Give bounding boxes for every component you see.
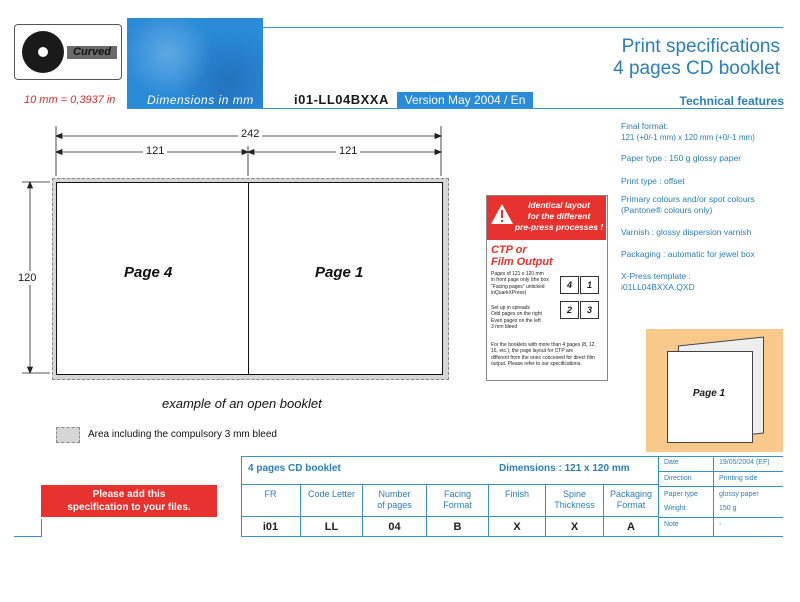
bleed-legend-swatch bbox=[56, 427, 80, 443]
reference-code: i01-LL04BXXA bbox=[294, 92, 389, 107]
product-name: 4 pages CD booklet bbox=[248, 463, 341, 474]
prepress-header-text bbox=[514, 200, 604, 233]
header-code-letter: Code Letter bbox=[307, 489, 356, 499]
table-rule bbox=[658, 456, 659, 537]
table-rule bbox=[241, 536, 783, 537]
text-line: 16, etc.), the page layout for CTP are bbox=[491, 348, 574, 355]
dimensions-note: Dimensions in mm bbox=[147, 93, 254, 107]
notice-line: specification to your files. bbox=[67, 502, 191, 513]
add-specification-notice bbox=[41, 485, 217, 517]
layout-cell-4: 4 bbox=[560, 276, 579, 294]
warning-icon bbox=[490, 202, 514, 226]
version-badge: Version May 2004 / En bbox=[397, 92, 533, 108]
header-line: of pages bbox=[377, 500, 412, 510]
header-number-of-pages bbox=[363, 489, 426, 511]
meta-paper-value: glossy paper bbox=[719, 491, 759, 498]
layout-cell-1: 1 bbox=[580, 276, 599, 294]
layout-cell-2: 2 bbox=[560, 301, 579, 319]
technical-features-title: Technical features bbox=[679, 94, 784, 108]
meta-note-label: Note bbox=[664, 521, 679, 528]
value-facing-format: B bbox=[453, 521, 462, 533]
meta-note-value: - bbox=[719, 521, 722, 528]
colours bbox=[621, 194, 755, 216]
meta-weight-label: Weight bbox=[664, 505, 686, 512]
meta-direction-value: Printing side bbox=[719, 475, 758, 482]
thumbnail-label: Page 1 bbox=[692, 388, 726, 399]
corner-mark bbox=[14, 536, 42, 537]
left-width-label: 121 bbox=[143, 145, 167, 157]
colours-line: (Pantone® colours only) bbox=[621, 205, 713, 215]
open-booklet bbox=[56, 182, 443, 375]
ctp-title bbox=[491, 244, 553, 268]
text-line: output. Please refer to our specifications. bbox=[491, 361, 582, 368]
final-format bbox=[621, 121, 755, 143]
text-line: Set up in spreads bbox=[491, 305, 530, 311]
prepress-header-line: Identical layout bbox=[528, 200, 590, 210]
layout-cell-3: 3 bbox=[580, 301, 599, 319]
value-number-of-pages: 04 bbox=[388, 521, 401, 533]
diagram-caption: example of an open booklet bbox=[162, 396, 322, 411]
text-line: in front page only (the box bbox=[491, 277, 549, 284]
page-subtitle: 4 pages CD booklet bbox=[613, 58, 780, 79]
packaging: Packaging : automatic for jewel box bbox=[621, 249, 755, 259]
header-facing-format bbox=[427, 489, 488, 511]
spec-table bbox=[241, 456, 783, 537]
ctp-title-line: Film Output bbox=[491, 256, 553, 268]
header-line: Thickness bbox=[554, 500, 595, 510]
ctp-paragraph-1 bbox=[491, 271, 557, 297]
header-packaging-format bbox=[604, 489, 658, 511]
spine-line bbox=[248, 182, 249, 375]
value-finish: X bbox=[513, 521, 521, 533]
varnish: Varnish : glossy dispersion varnish bbox=[621, 227, 752, 237]
table-rule bbox=[658, 471, 783, 472]
value-spine-thickness: X bbox=[570, 521, 579, 533]
header-finish: Finish bbox=[504, 489, 529, 499]
header-line: Packaging bbox=[609, 489, 653, 499]
table-rule bbox=[713, 456, 714, 537]
product-dimensions: Dimensions : 121 x 120 mm bbox=[499, 463, 630, 474]
text-line: different from the ones conceived for direct film bbox=[491, 354, 595, 361]
table-rule bbox=[241, 516, 658, 517]
text-line: Odd pages on the right bbox=[491, 311, 542, 318]
xpress-template bbox=[621, 271, 695, 293]
page-1-label: Page 1 bbox=[315, 264, 364, 281]
corner-mark bbox=[41, 519, 42, 537]
header-line: Facing bbox=[443, 489, 471, 499]
ctp-paragraph-3 bbox=[491, 342, 604, 368]
text-line: 3 mm bleed bbox=[491, 324, 518, 331]
meta-date-label: Date bbox=[664, 459, 679, 466]
header-fr: FR bbox=[264, 489, 277, 499]
right-width-label: 121 bbox=[336, 145, 360, 157]
template-label: X-Press template : bbox=[621, 271, 691, 281]
height-label: 120 bbox=[18, 272, 37, 284]
paper-type: Paper type : 150 g glossy paper bbox=[621, 153, 742, 163]
table-rule bbox=[658, 517, 783, 518]
text-line: Pages of 121 x 120 mm bbox=[491, 271, 544, 277]
text-line: "Facing pages" unticked bbox=[491, 283, 545, 290]
print-type: Print type : offset bbox=[621, 176, 685, 186]
prepress-header-line: for the different bbox=[527, 211, 591, 221]
logo-text: Curved bbox=[67, 46, 117, 59]
value-code-letter: LL bbox=[324, 521, 339, 533]
meta-weight-value: 150 g bbox=[719, 505, 737, 512]
text-line: For the booklets with more than 4 pages (8, 12, bbox=[491, 342, 596, 348]
template-value: i01LL04BXXA.QXD bbox=[621, 282, 695, 292]
table-rule bbox=[241, 456, 783, 457]
page-title: Print specifications bbox=[621, 36, 780, 57]
colours-line: Primary colours and/or spot colours bbox=[621, 194, 755, 204]
prepress-header-line: pre-press processes ! bbox=[514, 222, 604, 232]
header-line: Format bbox=[616, 500, 646, 510]
final-format-value: 121 (+0/-1 mm) x 120 mm (+0/-1 mm) bbox=[621, 133, 755, 142]
page-4-label: Page 4 bbox=[124, 264, 173, 281]
bleed-legend-text: Area including the compulsory 3 mm bleed bbox=[88, 429, 277, 440]
header-spine-thickness bbox=[546, 489, 603, 511]
ctp-paragraph-2 bbox=[491, 305, 557, 331]
notice-line: Please add this bbox=[92, 489, 166, 500]
text-line: Even pages on the left bbox=[491, 317, 541, 324]
table-rule bbox=[241, 484, 658, 485]
text-line: inQuarkXPress) bbox=[491, 290, 527, 297]
scale-note: 10 mm = 0,3937 in bbox=[24, 94, 116, 106]
meta-date-value: 19/05/2004 (EF) bbox=[719, 459, 770, 466]
meta-paper-label: Paper type bbox=[664, 491, 698, 498]
value-packaging-format: A bbox=[627, 521, 635, 533]
final-format-label: Final format: bbox=[621, 121, 669, 131]
ctp-title-line: CTP or bbox=[491, 244, 527, 256]
value-fr: i01 bbox=[262, 521, 279, 533]
header-line: Spine bbox=[562, 489, 587, 499]
meta-direction-label: Direction bbox=[664, 475, 692, 482]
table-rule bbox=[658, 486, 783, 487]
header-line: Format bbox=[443, 500, 472, 510]
total-width-label: 242 bbox=[238, 128, 262, 140]
header-line: Number bbox=[378, 489, 411, 499]
